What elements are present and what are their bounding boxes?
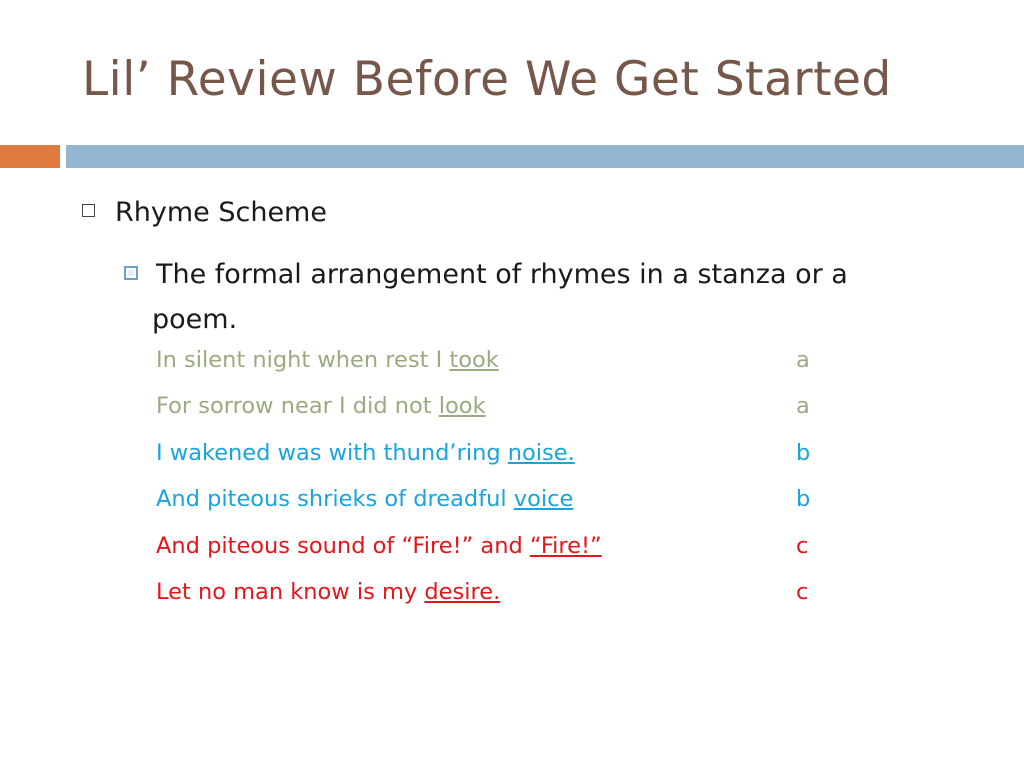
poem-line-text: And piteous shrieks of dreadful [156, 486, 514, 513]
hollow-square-bullet-icon [82, 204, 95, 217]
poem-line-text: I wakened was with thund’ring [156, 439, 508, 466]
poem-block [156, 344, 856, 622]
definition-line-2: poem. [152, 304, 238, 335]
poem-line [156, 530, 856, 576]
poem-line [156, 344, 856, 390]
rhyme-letter: b [796, 486, 811, 513]
rhyme-letter: c [796, 532, 809, 559]
poem-line-text: Let no man know is my [156, 578, 425, 605]
bullet-rhyme-scheme [82, 197, 327, 228]
accent-bar-blue [66, 145, 1024, 168]
poem-line-text: And piteous sound of “Fire!” and [156, 532, 530, 559]
rhyme-letter: c [796, 578, 809, 605]
poem-line-text: In silent night when rest I [156, 347, 450, 373]
poem-line [156, 483, 856, 529]
rhyme-word: took [449, 347, 499, 373]
poem-line-text: For sorrow near I did not [156, 393, 439, 420]
rhyme-word: noise. [507, 439, 575, 466]
rhyme-letter: a [796, 393, 810, 420]
poem-line [156, 390, 856, 436]
poem-line [156, 576, 856, 622]
bullet-rhyme-scheme-label: Rhyme Scheme [115, 197, 327, 228]
rhyme-letter: b [796, 439, 811, 466]
accent-bar-orange [0, 145, 60, 168]
rhyme-word: desire. [424, 578, 501, 605]
rhyme-word: voice [513, 486, 574, 513]
poem-line [156, 437, 856, 483]
slide-title: Lil’ Review Before We Get Started [82, 52, 892, 107]
bullet-definition [124, 252, 944, 342]
filled-square-bullet-icon [124, 266, 138, 280]
rhyme-word: “Fire!” [529, 532, 602, 559]
rhyme-word: look [438, 393, 486, 420]
rhyme-letter: a [796, 347, 810, 373]
definition-line-1: The formal arrangement of rhymes in a stanza or a [156, 259, 848, 290]
